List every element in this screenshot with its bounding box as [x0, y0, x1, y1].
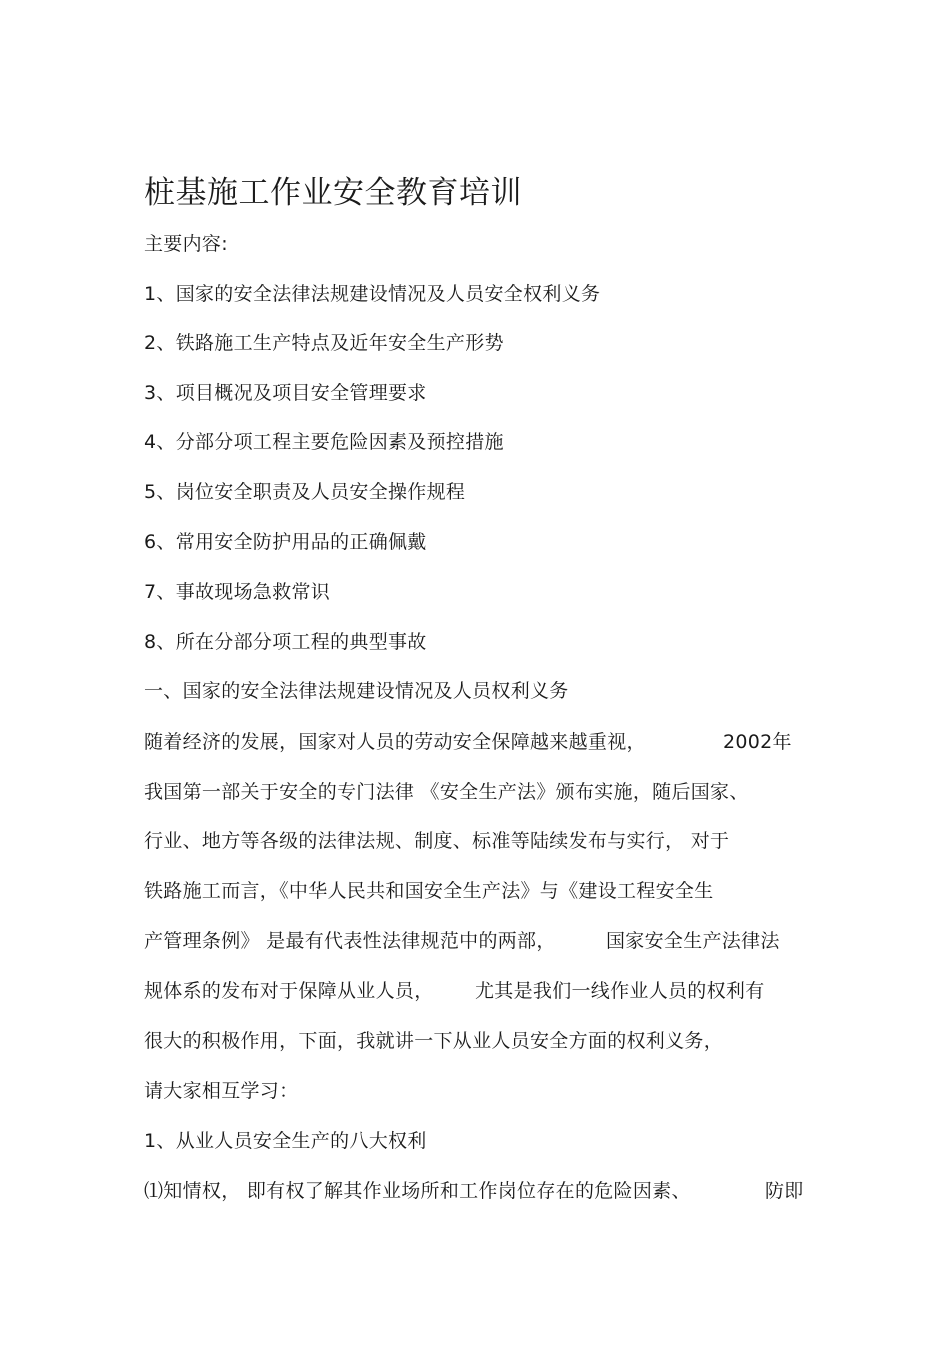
body-line-6 [144, 979, 765, 1003]
body-text: 2002年 [723, 731, 792, 753]
section-heading: 一、国家的安全法律法规建设情况及人员权利义务 [144, 680, 569, 702]
body-line-8: 请大家相互学习： [144, 1080, 299, 1102]
body-text: 随着经济的发展，国家对人员的劳动安全保障越来越重视， [144, 731, 646, 753]
outline-item-7: 7、事故现场急救常识 [144, 581, 331, 603]
body-line-5 [144, 929, 780, 953]
body-line-item-1 [144, 1179, 804, 1203]
document-title: 桩基施工作业安全教育培训 [144, 175, 522, 211]
body-text: 国家安全生产法律法 [606, 930, 780, 952]
body-line-2: 我国第一部关于安全的专门法律 《安全生产法》颁布实施，随后国家、 [144, 781, 749, 803]
outline-item-8: 8、所在分部分项工程的典型事故 [144, 631, 427, 653]
outline-item-1: 1、国家的安全法律法规建设情况及人员安全权利义务 [144, 283, 601, 305]
body-text: ⑴知情权， 即有权了解其作业场所和工作岗位存在的危险因素、 [144, 1180, 691, 1202]
intro-label: 主要内容: [144, 233, 228, 255]
outline-item-3: 3、项目概况及项目安全管理要求 [144, 382, 427, 404]
outline-item-2: 2、铁路施工生产特点及近年安全生产形势 [144, 332, 504, 354]
body-line-7: 很大的积极作用，下面，我就讲一下从业人员安全方面的权利义务， [144, 1030, 724, 1052]
body-line-3: 行业、地方等各级的法律法规、制度、标准等陆续发布与实行， 对于 [144, 830, 730, 852]
outline-item-5: 5、岗位安全职责及人员安全操作规程 [144, 481, 466, 503]
body-text: 尤其是我们一线作业人员的权利有 [475, 980, 765, 1002]
body-text: 防即 [765, 1180, 804, 1202]
subheading: 1、从业人员安全生产的八大权利 [144, 1130, 427, 1152]
outline-item-4: 4、分部分项工程主要危险因素及预控措施 [144, 431, 504, 453]
body-line-4: 铁路施工而言，《中华人民共和国安全生产法》与《建设工程安全生 [144, 880, 714, 902]
body-text: 产管理条例》 是最有代表性法律规范中的两部， [144, 930, 556, 952]
body-line-1 [144, 730, 792, 754]
outline-item-6: 6、常用安全防护用品的正确佩戴 [144, 531, 427, 553]
body-text: 规体系的发布对于保障从业人员， [144, 980, 434, 1002]
